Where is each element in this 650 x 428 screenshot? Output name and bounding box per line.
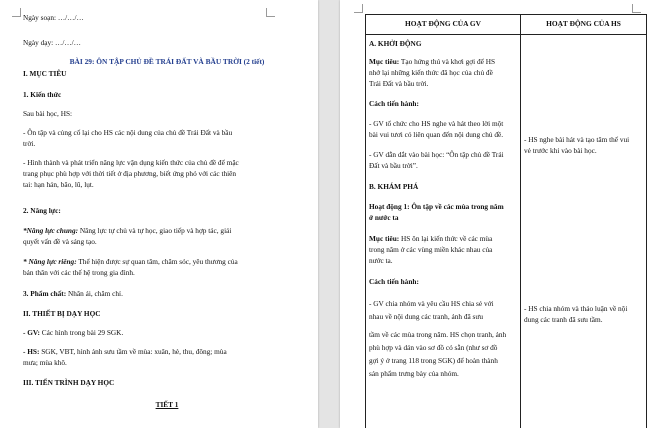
startup-goal-line: nhớ lại những kiến thức đã học của chủ đề (369, 68, 493, 77)
explore-method-heading: Cách tiến hành: (369, 277, 419, 286)
knowledge-bullet-line: tai: hạn hán, bão, lũ, lụt. (23, 180, 94, 189)
startup-heading: A. KHỞI ĐỘNG (369, 39, 422, 48)
section-heading-objectives: I. MỤC TIÊU (23, 69, 67, 78)
equipment-hs-line: mưa; mùa khô. (23, 358, 67, 367)
section-heading-procedure: III. TIẾN TRÌNH DẠY HỌC (23, 378, 115, 387)
page-corner-mark (12, 8, 21, 17)
knowledge-bullet-line: - Hình thành và phát triển năng lực vận dụng kiến thức của chủ đề để mặc (23, 158, 239, 167)
specific-competence-line: bản thân với các thế hệ trong gia đình. (23, 268, 135, 277)
document-page-right (340, 0, 650, 428)
activity-1-heading: ở nước ta (369, 213, 399, 222)
equipment-gv-label: - GV: (23, 328, 40, 337)
startup-step-line: - GV dẫn dắt vào bài học: “Ôn tập chủ đề Trái (369, 150, 504, 159)
qualities-text: Nhân ái, chăm chỉ. (66, 289, 123, 298)
qualities-label: 3. Phẩm chất: (23, 289, 67, 298)
knowledge-bullet-line: trang phục phù hợp với thời tiết ở địa phương, biết ứng phó với các thiên (23, 169, 237, 178)
subheading-competence: 2. Năng lực: (23, 206, 61, 215)
startup-method-heading: Cách tiến hành: (369, 99, 419, 108)
subheading-knowledge: 1. Kiến thức (23, 90, 62, 99)
section-heading-equipment: II. THIẾT BỊ DẠY HỌC (23, 309, 101, 318)
lesson-activity-table (365, 14, 647, 428)
general-competence-text: Năng lực tự chủ và tự học, giao tiếp và hợp tác, giải (78, 226, 232, 235)
equipment-hs-label: - HS: (23, 347, 40, 356)
startup-step-line: - GV tổ chức cho HS nghe và hát theo lời một (369, 119, 504, 128)
explore-step-line: tầm về các mùa trong năm. HS chọn tranh, ảnh (369, 330, 507, 339)
knowledge-bullet-line: - Ôn tập và củng cố lại cho HS các nội dung của chủ đề Trái Đất và bầu (23, 128, 233, 137)
specific-competence-label: * Năng lực riêng: (23, 257, 77, 266)
explore-goal-text: HS ôn lại kiến thức về các mùa (399, 234, 493, 243)
startup-goal-line: Trái Đất và bầu trời. (369, 79, 429, 88)
activity-1-heading: Hoạt động 1: Ôn tập về các mùa trong năm (369, 202, 504, 211)
equipment-gv-text: Các hình trong bài 29 SGK. (39, 328, 124, 337)
table-column-divider (520, 15, 521, 428)
equipment-gv-line (23, 327, 123, 338)
startup-goal-line (369, 56, 495, 67)
explore-goal-line (369, 233, 492, 244)
document-page-left (0, 0, 318, 428)
page-corner-mark (632, 4, 641, 13)
student-response-line: dung các tranh đã sưu tầm. (524, 315, 603, 324)
startup-step-line: bài vui tươi có liên quan đến nội dung chủ đề. (369, 130, 504, 139)
date-prepared: Ngày soạn: …/…/… (23, 13, 84, 22)
intro-text: Sau bài học, HS: (23, 109, 73, 118)
date-taught: Ngày dạy: …/…/… (23, 38, 81, 47)
explore-step-line: nhau về nội dung các tranh, ảnh đã sưu (369, 312, 483, 321)
lesson-title: BÀI 29: ÔN TẬP CHỦ ĐỀ TRÁI ĐẤT VÀ BẦU TRỜI (2 tiết) (69, 57, 265, 66)
student-response-line: vẻ trước khi vào bài học. (524, 146, 597, 155)
specific-competence-line (23, 256, 238, 267)
student-activity-cell (524, 15, 644, 428)
equipment-hs-line (23, 346, 227, 357)
startup-goal-label: Mục tiêu: (369, 57, 400, 66)
general-competence-label: *Năng lực chung: (23, 226, 79, 235)
page-corner-mark (354, 4, 363, 13)
specific-competence-text: Thể hiện được sự quan tâm, chăm sóc, yêu thương của (76, 257, 238, 266)
student-response-line: - HS nghe bài hát và tạo tâm thế vui (524, 135, 630, 144)
explore-goal-line: nước ta. (369, 256, 393, 265)
qualities-line (23, 288, 123, 299)
period-heading: TIẾT 1 (155, 400, 179, 409)
equipment-hs-text: SGK, VBT, hình ảnh sưu tầm về mùa: xuân, hè, thu, đông; mùa (39, 347, 227, 356)
explore-step-line: phù hợp và dán vào sơ đồ có sẵn (như sơ đồ (369, 343, 498, 352)
explore-goal-line: trong năm ở các vùng miền khác nhau của (369, 245, 493, 254)
page-corner-mark (266, 8, 275, 17)
knowledge-bullet-line: trời. (23, 139, 36, 148)
general-competence-line (23, 225, 231, 236)
student-response-line: - HS chia nhóm và thảo luận về nội (524, 304, 628, 313)
startup-goal-text: Tạo hứng thú và khơi gợi để HS (399, 57, 496, 66)
explore-step-line: - GV chia nhóm và yêu cầu HS chia sẻ với (369, 299, 494, 308)
explore-heading: B. KHÁM PHÁ (369, 182, 419, 191)
startup-step-line: Đất và bầu trời”. (369, 161, 418, 170)
explore-step-line: sản phẩm trưng bày của nhóm. (369, 369, 459, 378)
explore-step-line: gợi ý ở trang 118 trong SGK) để hoàn thành (369, 356, 498, 365)
explore-goal-label: Mục tiêu: (369, 234, 400, 243)
header-student-activity: HOẠT ĐỘNG CỦA HS (546, 19, 621, 28)
header-teacher-activity: HOẠT ĐỘNG CỦA GV (404, 19, 482, 28)
general-competence-line: quyết vấn đề và sáng tạo. (23, 237, 97, 246)
teacher-activity-cell (369, 15, 519, 428)
